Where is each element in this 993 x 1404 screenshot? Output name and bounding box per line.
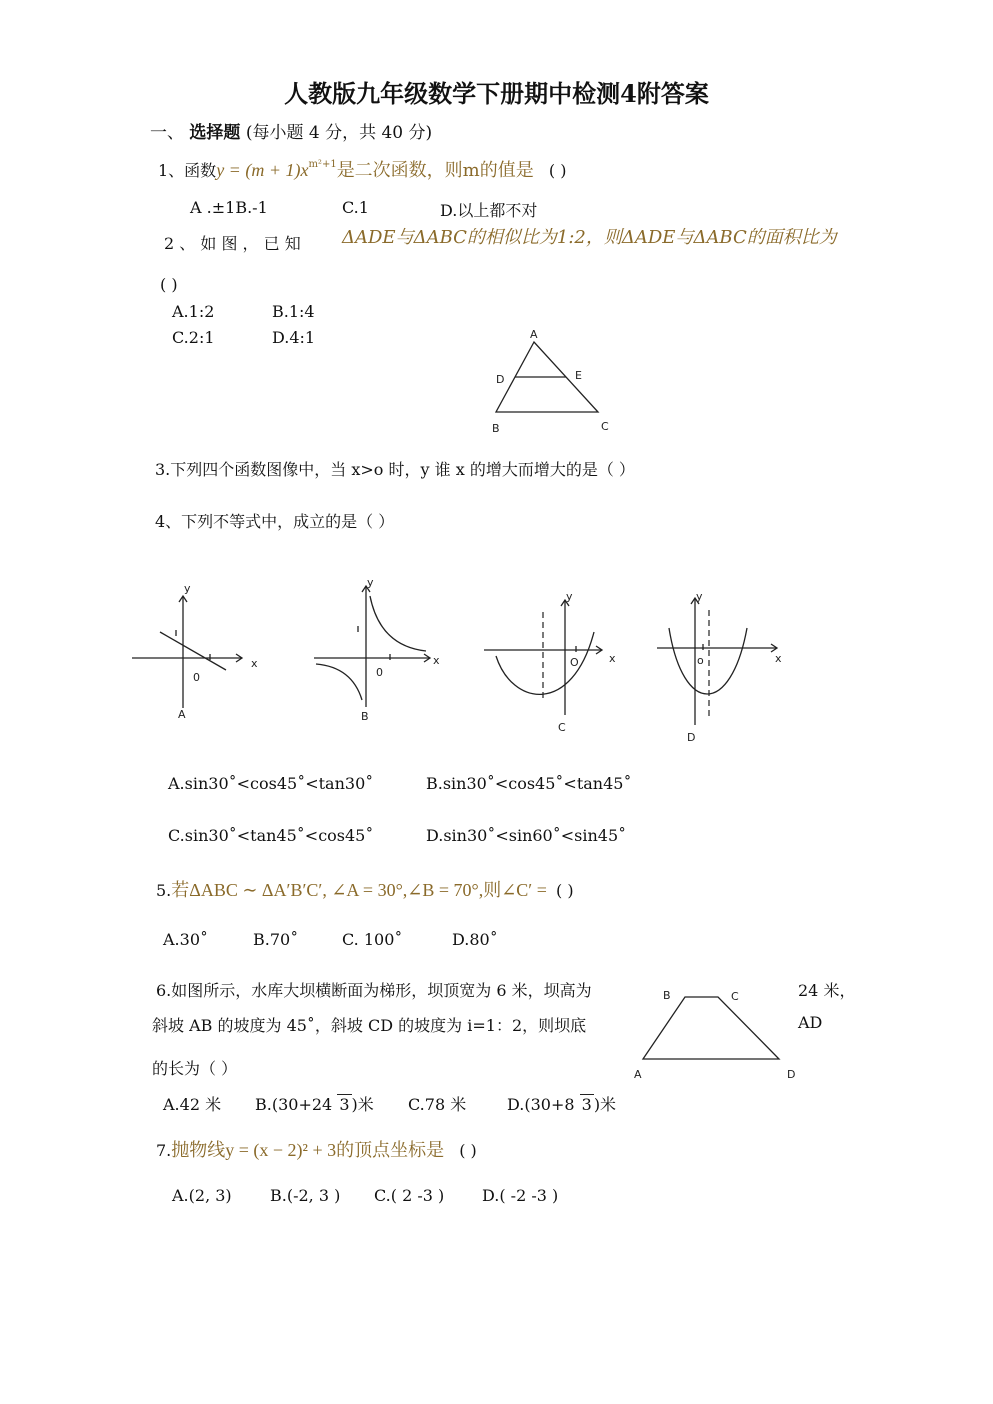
q1-option-a: A .±1B.-1 [190, 198, 268, 217]
q2-option-c: C.2:1 [172, 328, 215, 347]
section-header [150, 118, 432, 143]
q6-option-b [255, 1092, 374, 1115]
q4-option-c: C.sin30˚<tan45˚<cos45˚ [168, 826, 374, 845]
section-name: 选择题 [189, 123, 241, 143]
x-label: x [433, 654, 440, 667]
hyperbola-upper [370, 596, 426, 651]
x-label: x [251, 657, 258, 670]
origin-label: 0 [193, 671, 200, 684]
y-label: y [696, 590, 703, 603]
q5-answer-paren: ( ) [555, 881, 574, 900]
q6-line-1-end: 24 米， [798, 981, 856, 1000]
question-1 [158, 156, 566, 182]
vertex-a-label: A [634, 1068, 642, 1081]
graph-b [312, 572, 452, 727]
q6-option-c: C.78 米 [408, 1095, 467, 1114]
q1-answer-paren: ( ) [548, 161, 567, 180]
graph-a [130, 580, 270, 725]
q7-option-a: A.(2, 3) [172, 1186, 232, 1205]
q4-option-d: D.sin30˚<sin60˚<sin45˚ [426, 826, 627, 845]
q6-option-d-prefix: D.(30+8 [507, 1095, 575, 1114]
question-5 [156, 876, 574, 902]
q6-option-b-suffix: )米 [351, 1095, 374, 1114]
x-label: x [609, 652, 616, 665]
q5-option-b: B.70˚ [253, 930, 299, 949]
q6-option-d-suffix: )米 [593, 1095, 617, 1114]
q5-option-a: A.30˚ [163, 930, 208, 949]
q6-option-d [507, 1092, 616, 1115]
vertex-d-label: D [496, 373, 505, 386]
y-label: y [367, 576, 374, 589]
question-3: 3.下列四个函数图像中，当 x>o 时，y 谁 x 的增大而增大的是（ ） [155, 460, 635, 479]
y-label: y [566, 590, 573, 603]
q7-option-d: D.( -2 -3 ) [482, 1186, 559, 1205]
y-label: y [184, 582, 191, 595]
q6-option-b-sqrt: 3 [339, 1095, 350, 1114]
parabola [669, 628, 747, 694]
graph-line [160, 632, 226, 670]
q2-answer-paren: ( ) [160, 275, 178, 294]
origin-label: 0 [376, 666, 383, 679]
graph-c-label: C [558, 721, 566, 734]
trapezoid-abcd [643, 997, 779, 1059]
vertex-a-label: A [530, 328, 538, 341]
hyperbola-lower [316, 664, 362, 700]
graph-d [655, 590, 795, 745]
origin-label: o [697, 654, 704, 667]
q5-option-d: D.80˚ [452, 930, 498, 949]
q1-stem: 是二次函数，则m的值是 [336, 160, 534, 181]
q7-option-b: B.(-2, 3 ) [270, 1186, 341, 1205]
origin-label: O [570, 656, 579, 669]
q6-option-b-prefix: B.(30+24 [255, 1095, 333, 1114]
parabola [496, 632, 594, 694]
q1-formula: y = (m + 1)x [216, 160, 309, 180]
q2-option-d: D.4:1 [272, 328, 316, 347]
vertex-b-label: B [492, 422, 500, 435]
graph-c [482, 590, 622, 740]
q7-stem: 抛物线y = (x − 2)² + 3的顶点坐标是 [171, 1140, 445, 1160]
q2-option-a: A.1:2 [172, 302, 215, 321]
q5-number: 5. [156, 881, 172, 900]
q1-option-d: D.以上都不对 [440, 201, 538, 220]
q6-line-3: 的长为（ ） [152, 1059, 238, 1078]
page-title: 人教版九年级数学下册期中检测4附答案 [284, 79, 709, 108]
q6-option-a: A.42 米 [163, 1095, 222, 1114]
q4-option-b: B.sin30˚<cos45˚<tan45˚ [426, 774, 632, 793]
vertex-c-label: C [731, 990, 739, 1003]
graph-a-label: A [178, 708, 186, 721]
graph-b-label: B [361, 710, 369, 723]
q5-stem: 若ΔABC ∼ ΔA′B′C′, ∠A = 30°,∠B = 70°,则∠C′ = [171, 880, 547, 900]
graph-d-label: D [687, 731, 696, 744]
vertex-d-label: D [787, 1068, 796, 1081]
q2-option-b: B.1:4 [272, 302, 315, 321]
q5-option-c: C. 100˚ [342, 930, 403, 949]
q6-option-d-sqrt: 3 [581, 1095, 592, 1114]
q6-trapezoid-figure [630, 982, 800, 1082]
q2-number: 2 、 如 图 ， 已 知 [164, 234, 301, 253]
x-label: x [775, 652, 782, 665]
q4-option-a: A.sin30˚<cos45˚<tan30˚ [168, 774, 374, 793]
vertex-c-label: C [601, 420, 609, 433]
question-7 [156, 1136, 477, 1162]
q2-stem: ΔADE与ΔABC的相似比为1:2，则ΔADE与ΔABC的面积比为 [342, 227, 837, 248]
vertex-b-label: B [663, 989, 671, 1002]
q1-exponent: m²+1 [308, 159, 337, 170]
q6-line-2: 斜坡 AB 的坡度为 45˚，斜坡 CD 的坡度为 i=1：2，则坝底 [152, 1016, 587, 1035]
q2-triangle-figure [480, 322, 620, 442]
q6-line-1: 6.如图所示，水库大坝横断面为梯形，坝顶宽为 6 米，坝高为 [156, 981, 592, 1000]
question-4: 4、下列不等式中，成立的是（ ） [155, 512, 395, 531]
q7-answer-paren: ( ) [459, 1141, 477, 1160]
q1-number: 1、函数 [158, 161, 217, 180]
q7-number: 7. [156, 1141, 172, 1160]
q1-option-c: C.1 [342, 198, 369, 217]
q6-line-2-end: AD [798, 1013, 823, 1032]
vertex-e-label: E [575, 369, 582, 382]
section-note: (每小题 4 分，共 40 分) [245, 123, 433, 143]
q7-option-c: C.( 2 -3 ) [374, 1186, 445, 1205]
section-label: 一、 [150, 123, 184, 143]
